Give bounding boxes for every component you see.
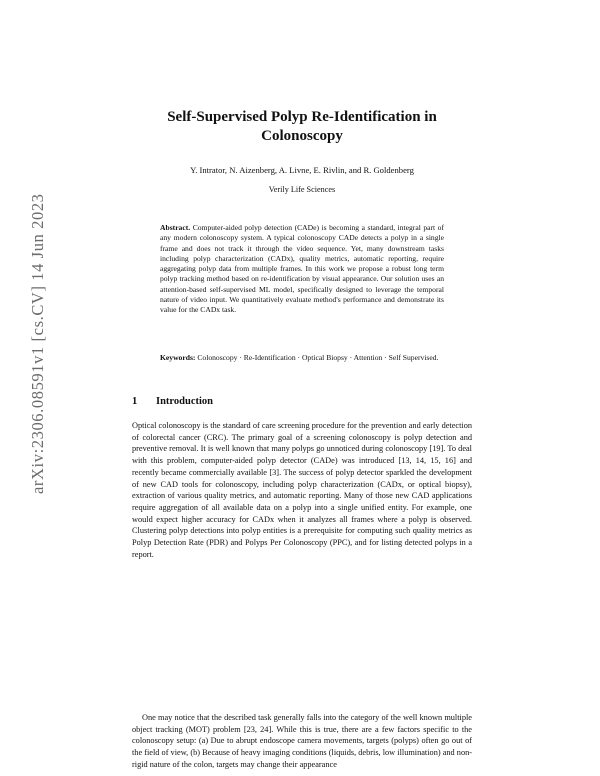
- arxiv-identifier[interactable]: arXiv:2306.08591v1 [cs.CV] 14 Jun 2023: [28, 193, 47, 494]
- affiliation: Verily Life Sciences: [268, 185, 336, 194]
- section-title: Introduction: [156, 396, 213, 407]
- section-heading: [132, 396, 472, 407]
- abstract-block: [160, 223, 444, 316]
- author-list: Y. Intrator, N. Aizenberg, A. Livne, E. Rivlin, and R. Goldenberg: [190, 165, 414, 175]
- body-paragraph: One may notice that the described task generally falls into the category of the well known multiple object tracking (MOT) problem [23, 24]. While this is true, there are a few factors specific to the colonoscopy setup: (a) Due to abrupt endoscope camera movements, targets (polyps) often go out of the field of view, (b) Because of heavy imaging conditions (liquids, debris, low illumination) and non-rigid nature of the colon, targets may change their appearance: [132, 713, 472, 769]
- keywords-block: [160, 353, 444, 363]
- paper-title: Self-Supervised Polyp Re-Identification in Colonoscopy: [167, 109, 437, 144]
- keywords-label: Keywords:: [160, 353, 196, 362]
- abstract-text: Computer-aided polyp detection (CADe) is becoming a standard, integral part of any modern colonoscopy system. A typical colonoscopy CADe detects a polyp in a single frame and does not track it through the video sequence. Yet, many downstream tasks including polyp characterization (CADx), quality metrics, automatic reporting, require aggregating polyp data from multiple frames. In this work we propose a robust long term polyp tracking method based on re-identification by visual appearance. Our solution uses an attention-based self-supervised ML model, specifically designed to leverage the temporal nature of video input. We quantitatively evaluate method's performance and demonstrate its value for the CADx task.: [160, 223, 444, 315]
- section-number: 1: [132, 396, 138, 407]
- abstract-label: Abstract.: [160, 223, 191, 232]
- keywords-text: Colonoscopy · Re-Identification · Optical Biopsy · Attention · Self Supervised.: [197, 353, 439, 362]
- body-paragraph: Optical colonoscopy is the standard of care screening procedure for the prevention and early detection of colorectal cancer (CRC). The primary goal of a screening colonoscopy is polyp detection and preventive removal. It is well known that many polyps go unnoticed during colonoscopy [19]. To deal with this problem, computer-aided polyp detector (CADe) was introduced [13, 14, 15, 16] and recently became commercially available [3]. The success of polyp detector sparkled the development of new CAD tools for colonoscopy, including polyp characterization (CADx, or optical biopsy), extraction of various quality metrics, and automatic reporting. Many of those new CAD applications require aggregation of all available data on a polyp into a single unified entity. For example, one would expect higher accuracy for CADx when it analyzes all frames where a polyp is observed. Clustering polyp detections into polyp entities is a prerequisite for computing such quality metrics as Polyp Detection Rate (PDR) and Polyps Per Colonoscopy (PPC), and for listing detected polyps in a report.: [132, 421, 472, 559]
